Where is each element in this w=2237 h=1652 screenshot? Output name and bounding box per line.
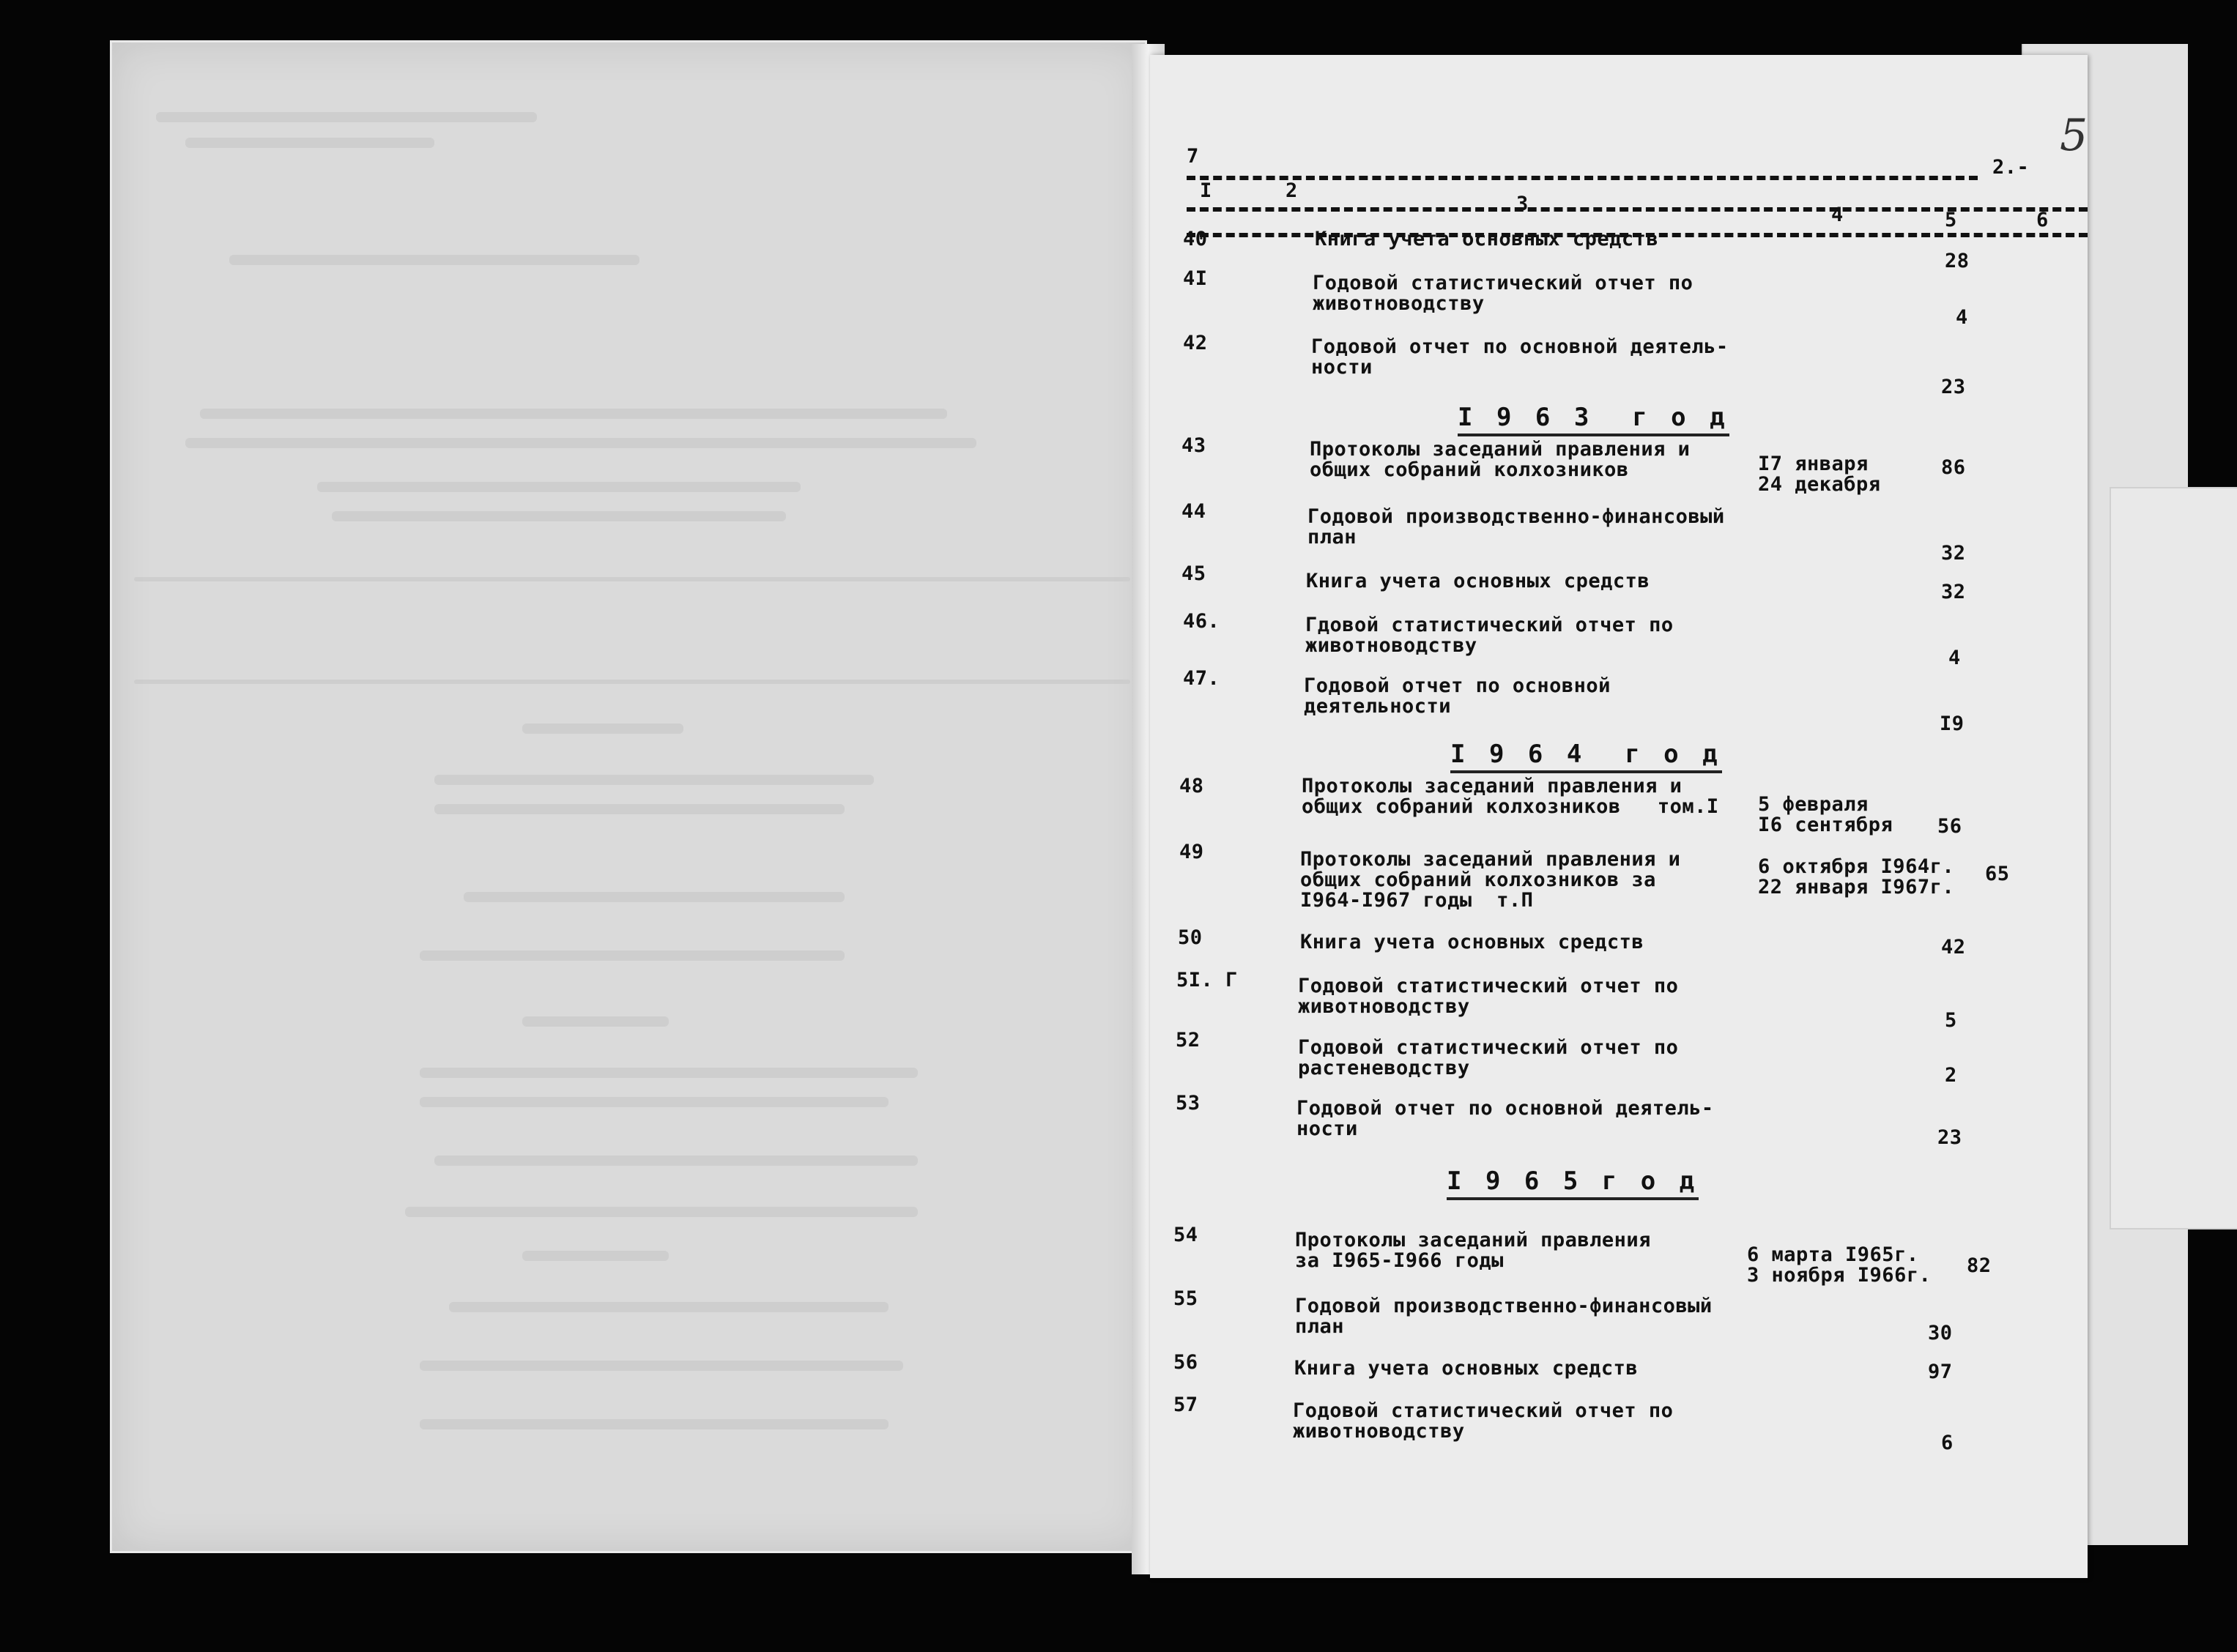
entry-count: 28 <box>1945 250 1970 272</box>
year-heading-1963: I 9 6 3 г о д <box>1458 403 1729 436</box>
entry-no: 42 <box>1183 332 1208 354</box>
ghost-line <box>420 1068 918 1078</box>
entry-title: Годовой статистический отчет по животноводству <box>1313 272 1693 315</box>
year-heading-1965: I 9 6 5 г о д <box>1447 1167 1699 1200</box>
entry-no: 52 <box>1176 1029 1201 1052</box>
entry-no: 43 <box>1181 434 1206 457</box>
entry-no: 53 <box>1176 1092 1201 1115</box>
entry-dates: 5 февраля I6 сентября <box>1758 793 1893 836</box>
ghost-line <box>200 409 947 419</box>
entry-count: 30 <box>1928 1322 1953 1344</box>
ghost-line <box>434 775 874 785</box>
column-number-4: 4 <box>1831 204 1844 226</box>
entry-title: Протоколы заседаний правления за I965-I966 годы <box>1295 1229 1651 1272</box>
entry-title: Годовой отчет по основной деятель- ности <box>1296 1097 1714 1140</box>
ghost-line <box>185 138 434 148</box>
entry-count: 32 <box>1941 581 1966 603</box>
entry-title: Годовой статистический отчет по животноводству <box>1293 1399 1674 1443</box>
ghost-line <box>522 1251 669 1261</box>
entry-no: 45 <box>1181 562 1206 585</box>
right-page-inventory <box>1150 55 2088 1578</box>
entry-no: 40 <box>1183 228 1208 250</box>
ghost-line <box>332 511 786 521</box>
entry-count: 97 <box>1928 1361 1953 1383</box>
ghost-line <box>134 680 1130 684</box>
column-number-6: 6 <box>2036 209 2049 231</box>
entry-title: Книга учета основных средств <box>1306 570 1650 592</box>
page-number: 2.- <box>1992 156 2030 179</box>
entry-title: Годовой статистический отчет по животноводству <box>1298 975 1679 1018</box>
ghost-line <box>434 1156 918 1166</box>
entry-no: 57 <box>1173 1394 1198 1416</box>
ghost-line <box>134 577 1130 581</box>
entry-title: Книга учета основных средств <box>1294 1357 1639 1380</box>
entry-no: 44 <box>1181 500 1206 523</box>
entry-count: 32 <box>1941 542 1966 565</box>
column-number-2: 2 <box>1286 179 1298 202</box>
entry-title: Годовой производственно-финансовый план <box>1295 1295 1713 1338</box>
year-heading-1964: I 9 6 4 г о д <box>1450 740 1722 773</box>
entry-no: 55 <box>1173 1287 1198 1310</box>
ghost-line <box>449 1302 889 1312</box>
handwritten-sheet-number: 5 <box>2060 110 2088 161</box>
entry-count: 86 <box>1941 456 1966 479</box>
ghost-line <box>156 112 537 122</box>
left-page-reverse-side <box>110 40 1147 1553</box>
underlying-sheet-tab <box>2110 487 2237 1229</box>
entry-title: Протоколы заседаний правления и общих собраний колхозников за I964-I967 годы т.П <box>1300 848 1681 912</box>
entry-count: 6 <box>1941 1432 1954 1454</box>
ghost-line <box>420 1361 903 1371</box>
column-number-1: I <box>1200 179 1212 202</box>
entry-count: 56 <box>1937 815 1962 838</box>
entry-count: 65 <box>1985 863 2010 885</box>
entry-title: Протоколы заседаний правления и общих собраний колхозников <box>1310 438 1691 481</box>
entry-title: Годовой отчет по основной деятель- ности <box>1311 335 1729 379</box>
ghost-line <box>317 482 801 492</box>
ghost-line <box>420 1419 889 1429</box>
entry-no: 54 <box>1173 1224 1198 1246</box>
entry-count: 4 <box>1956 306 1968 329</box>
header-dash-line <box>1187 176 1978 180</box>
ghost-line <box>464 892 845 902</box>
entry-dates: I7 января 24 декабря <box>1758 453 1881 496</box>
entry-no: 48 <box>1179 775 1204 797</box>
entry-title: Книга учета основных средств <box>1300 931 1644 953</box>
entry-count: 23 <box>1937 1126 1962 1149</box>
entry-count: I9 <box>1940 712 1965 735</box>
entry-count: 42 <box>1941 936 1966 959</box>
entry-title: Годовой статистический отчет по растеневодству <box>1298 1036 1679 1079</box>
ghost-line <box>522 1016 669 1027</box>
ghost-line <box>185 438 976 448</box>
entry-title: Протоколы заседаний правления и общих собраний колхозников том.I <box>1302 775 1719 818</box>
entry-count: 2 <box>1945 1064 1957 1087</box>
column-number-5: 5 <box>1945 209 1957 231</box>
ghost-line <box>434 804 845 814</box>
entry-dates: 6 октября I964г. 22 января I967г. <box>1758 855 1955 898</box>
ghost-line <box>420 950 845 961</box>
entry-no: 46. <box>1183 610 1220 633</box>
entry-title: Годовой отчет по основной деятельности <box>1304 674 1611 718</box>
entry-count: 4 <box>1948 647 1961 669</box>
entry-count: 23 <box>1941 376 1966 398</box>
entry-no: 56 <box>1173 1351 1198 1374</box>
entry-title: Гдовой статистический отчет по животноводству <box>1305 614 1674 657</box>
entry-no: 4I <box>1183 267 1208 290</box>
ghost-line <box>405 1207 918 1217</box>
column-number-3: 3 <box>1516 193 1529 215</box>
entry-title: Годовой производственно-финансовый план <box>1307 505 1725 548</box>
entry-title: Книга учета основных средств <box>1315 228 1659 250</box>
ghost-line <box>229 255 639 265</box>
ghost-line <box>420 1097 889 1107</box>
ghost-line <box>522 723 683 734</box>
entry-no: 47. <box>1183 667 1220 690</box>
entry-no: 49 <box>1179 841 1204 863</box>
entry-count: 5 <box>1945 1009 1957 1032</box>
entry-dates: 6 марта I965г. 3 ноября I966г. <box>1747 1243 1932 1287</box>
entry-no: 50 <box>1178 926 1203 949</box>
entry-no: 5I. Г <box>1176 969 1238 991</box>
entry-count: 82 <box>1967 1254 1992 1277</box>
top-mark: 7 <box>1187 145 1199 168</box>
